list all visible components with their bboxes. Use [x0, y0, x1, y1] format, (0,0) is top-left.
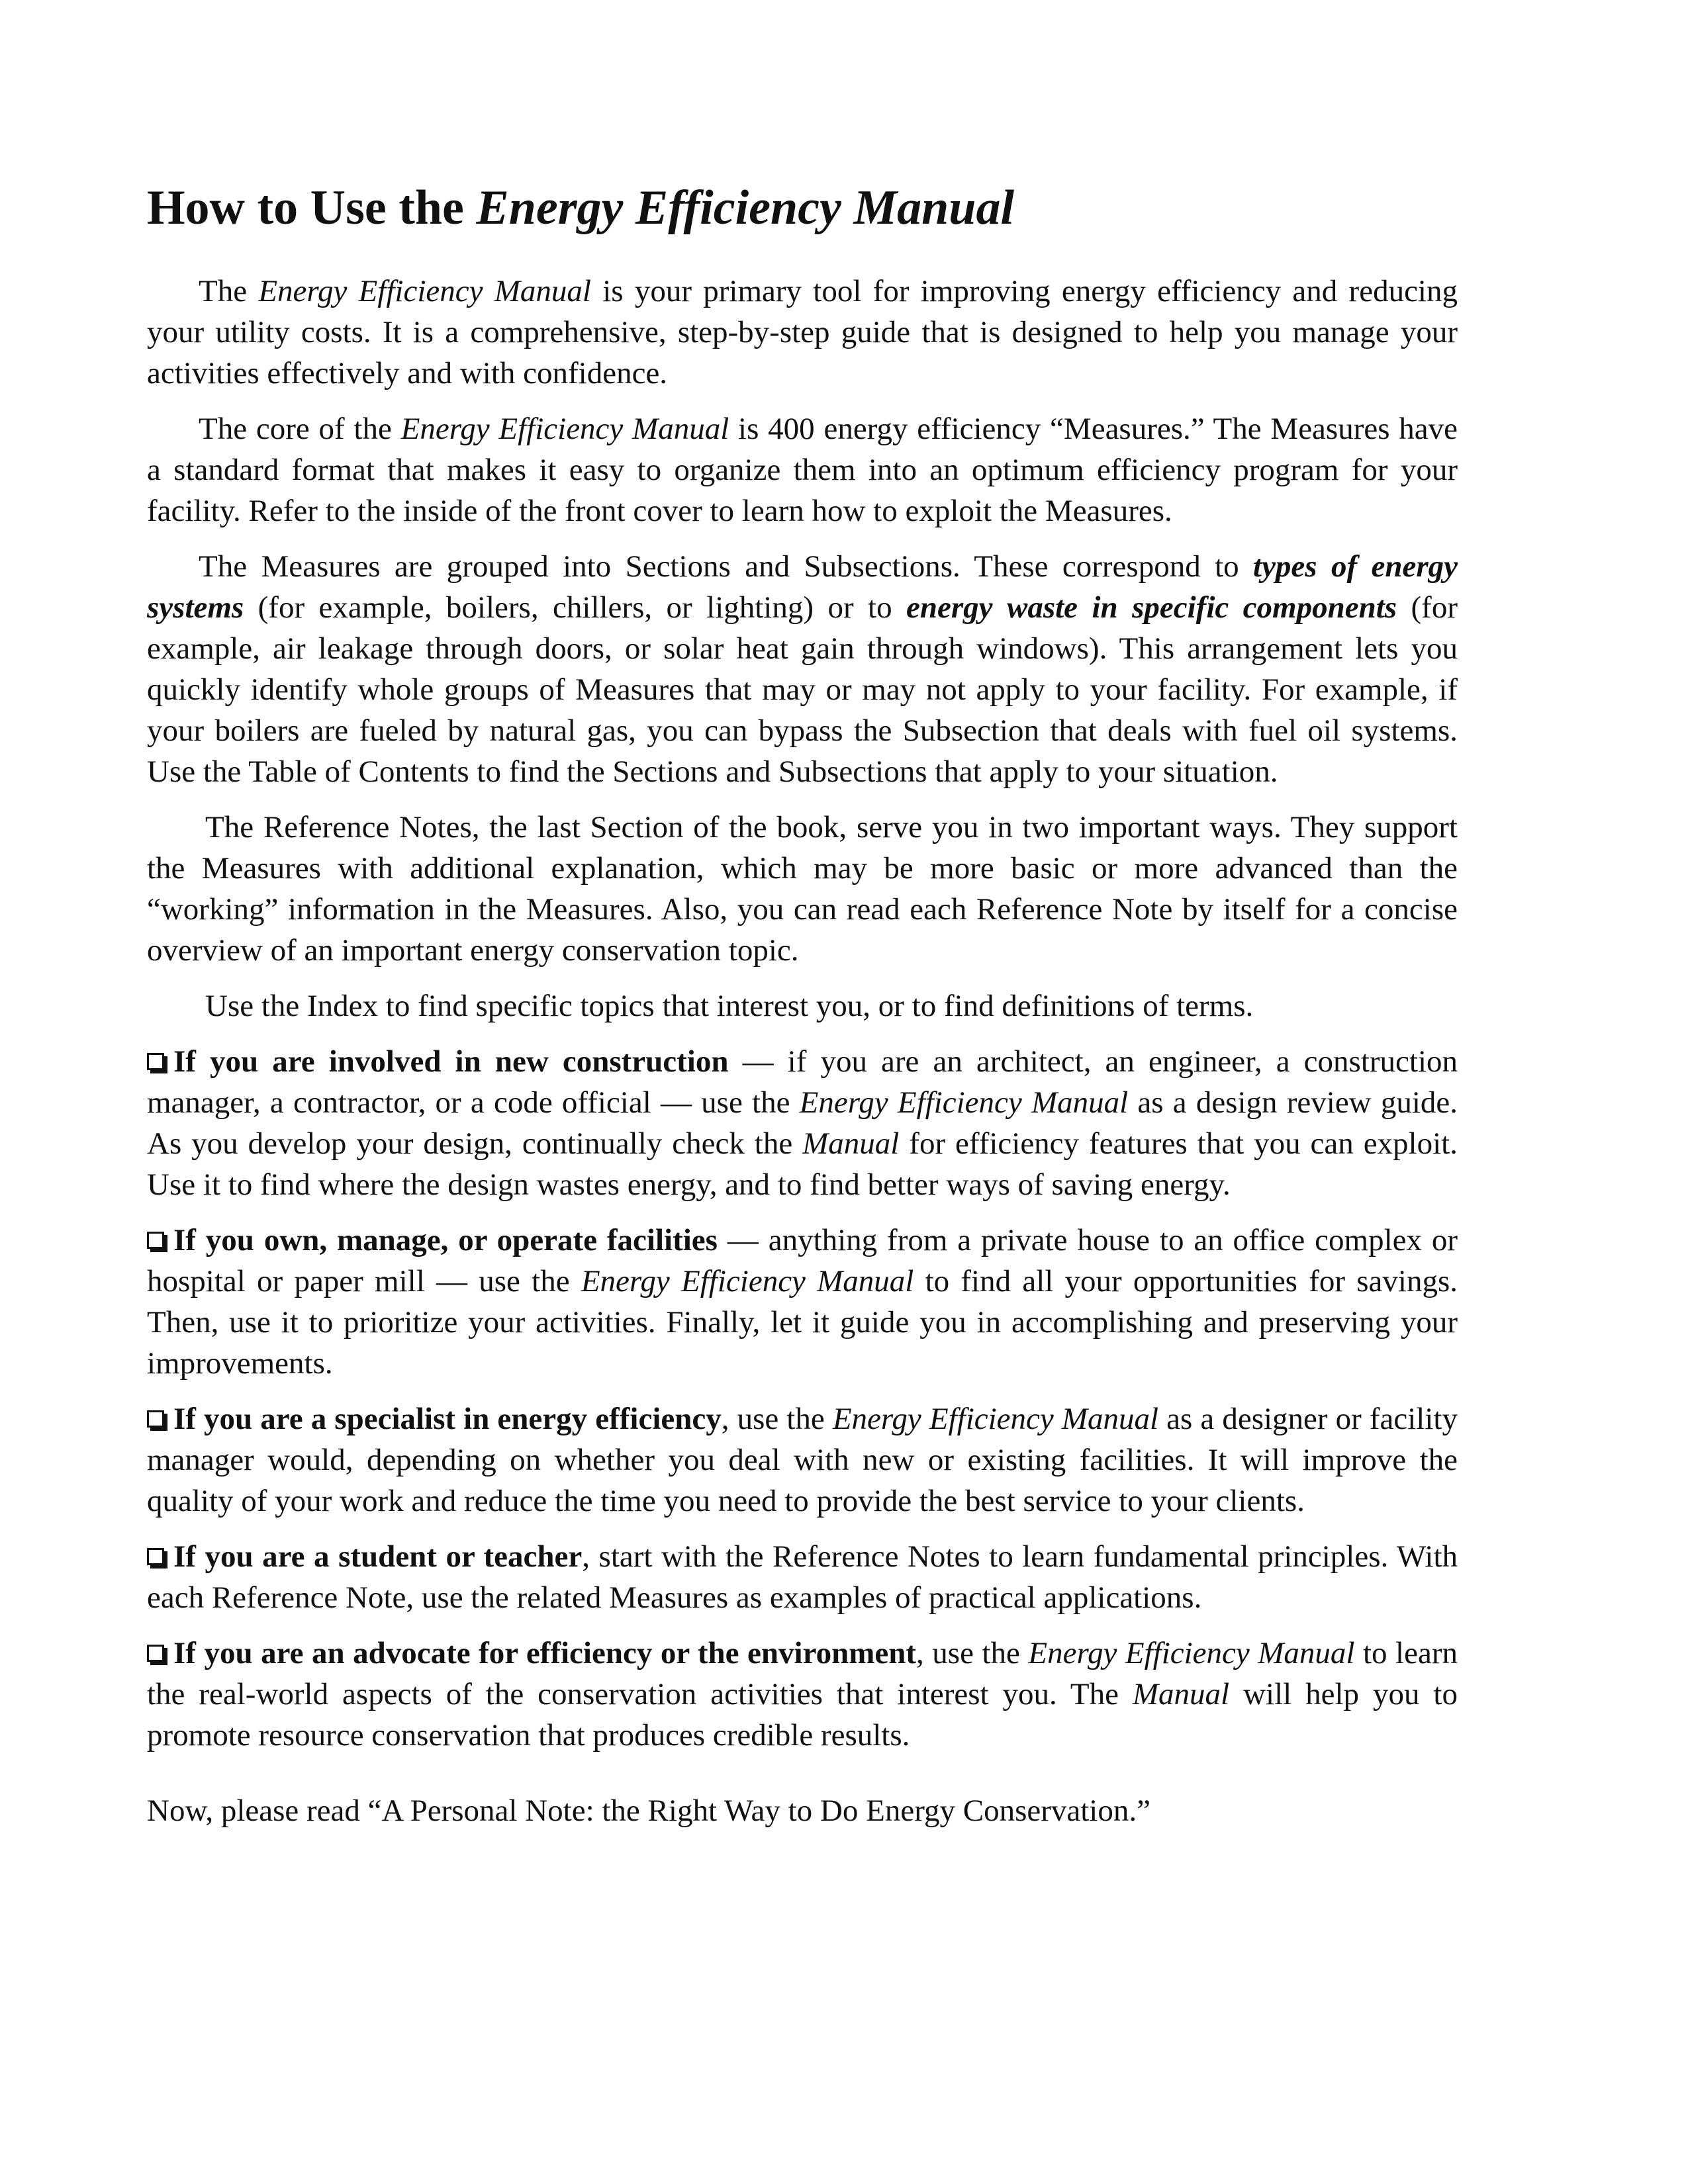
- list-item-advocate: If you are an advocate for efficiency or the environment, use the Energy Efficiency Manual to learn the real-world aspects of the conservation activities that interest you. The Manual will help you to promote resource conservation that produces credible results.: [147, 1635, 1458, 1752]
- paragraph-measures: The core of the Energy Efficiency Manual is 400 energy efficiency “Measures.” The Measures have a standard format that makes it easy to organize them into an optimum efficiency program for your facility. Refer to the inside of the front cover to learn how to exploit the Measures.: [147, 411, 1458, 528]
- list-item-new-construction: If you are involved in new construction — if you are an architect, an engineer, a construction manager, a contractor, or a code official — use the Energy Efficiency Manual as a design review guide. As you develop your design, continually check the Manual for efficiency features that you can exploit. Use it to find where the design wastes energy, and to find better ways of saving energy.: [147, 1044, 1458, 1202]
- checkbox-icon: [147, 1645, 164, 1662]
- checkbox-icon: [147, 1548, 164, 1565]
- document-page: [147, 179, 1458, 1846]
- paragraph-reference-notes: The Reference Notes, the last Section of the book, serve you in two important ways. They support the Measures with additional explanation, which may be more basic or more advanced than the “working” information in the Measures. Also, you can read each Reference Note by itself for a concise overview of an important energy conservation topic.: [147, 809, 1458, 968]
- paragraph-intro: The Energy Efficiency Manual is your primary tool for improving energy efficiency and reducing your utility costs. It is a comprehensive, step-by-step guide that is designed to help you manage your activities effectively and with confidence.: [147, 273, 1458, 390]
- checkbox-icon: [147, 1232, 164, 1249]
- page-title: How to Use the Energy Efficiency Manual: [147, 181, 1015, 235]
- paragraph-sections: The Measures are grouped into Sections and Subsections. These correspond to types of energy systems (for example, boilers, chillers, or lighting) or to energy waste in specific components (for example, air leakage through doors, or solar heat gain through windows). This arrangement lets you quickly identify whole groups of Measures that may or may not apply to your facility. For example, if your boilers are fueled by natural gas, you can bypass the Subsection that deals with fuel oil systems. Use the Table of Contents to find the Sections and Subsections that apply to your situation.: [147, 549, 1458, 789]
- list-item-student: If you are a student or teacher, start with the Reference Notes to learn fundamental principles. With each Reference Note, use the related Measures as examples of practical applications.: [147, 1539, 1458, 1615]
- list-item-specialist: If you are a specialist in energy efficiency, use the Energy Efficiency Manual as a designer or facility manager would, depending on whether you deal with new or existing facilities. It will improve the quality of your work and reduce the time you need to provide the best service to your clients.: [147, 1401, 1458, 1518]
- checkbox-icon: [147, 1053, 164, 1070]
- checkbox-icon: [147, 1410, 164, 1428]
- paragraph-index: Use the Index to find specific topics that interest you, or to find definitions of terms.: [205, 988, 1254, 1023]
- list-item-facilities: If you own, manage, or operate facilities — anything from a private house to an office complex or hospital or paper mill — use the Energy Efficiency Manual to find all your opportunities for savings. Then, use it to prioritize your activities. Finally, let it guide you in accomplishing and preserving your improvements.: [147, 1222, 1458, 1381]
- closing-note: Now, please read “A Personal Note: the Right Way to Do Energy Conservation.”: [147, 1793, 1150, 1828]
